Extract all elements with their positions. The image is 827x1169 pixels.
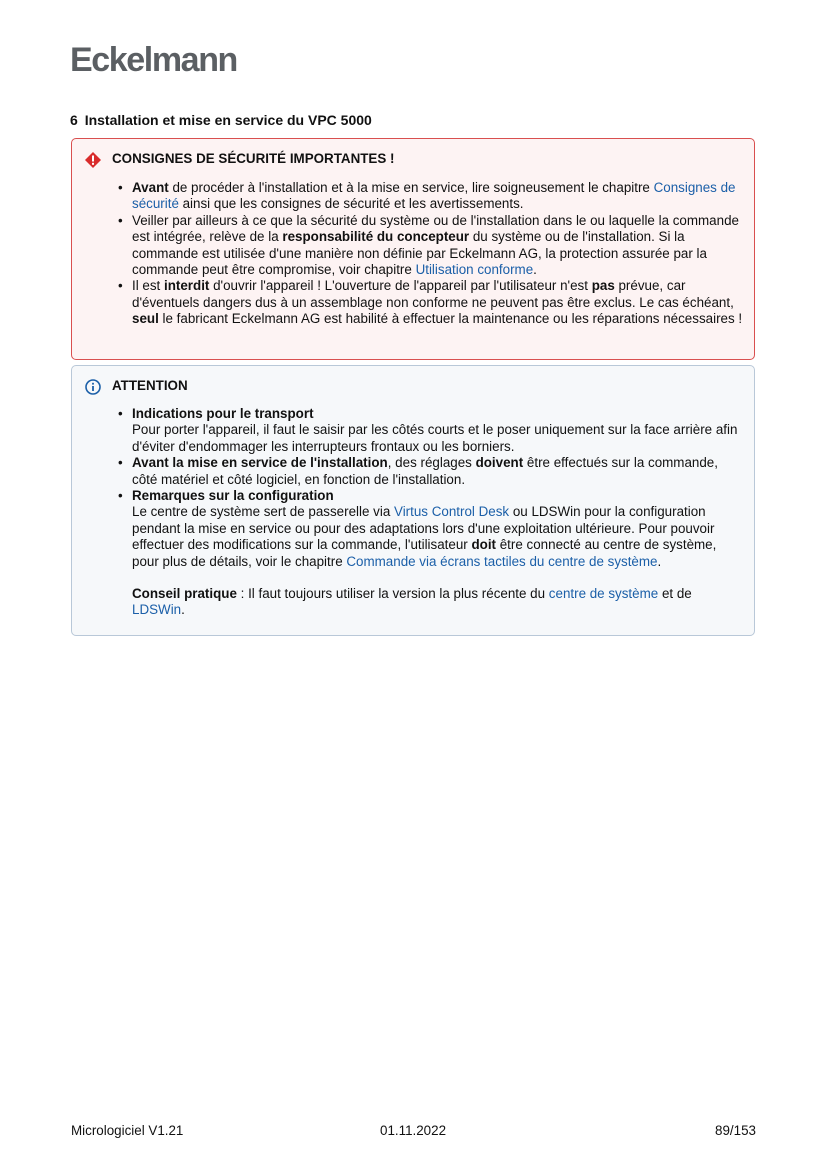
section-title: Installation et mise en service du VPC 5000 <box>84 112 372 128</box>
link-consignes-securite[interactable]: Consignes de sécurité <box>132 180 736 212</box>
link-virtus-control-desk[interactable]: Virtus Control Desk <box>394 504 510 520</box>
warning-diamond-icon <box>84 151 102 169</box>
eckelmann-logo: Eckelmann <box>70 41 237 79</box>
list-item: • Avant de procéder à l'installation et à la mise en service, lire soigneusement le chapitre Consignes de sécurité ainsi que les consignes de sécurité et les avertissements. <box>116 180 746 213</box>
practical-tip: Conseil pratique : Il faut toujours utiliser la version la plus récente du centre de système et de LDSWin. <box>132 586 692 618</box>
attention-title: ATTENTION <box>112 378 188 393</box>
list-item: • Avant la mise en service de l'installation, des réglages doivent être effectués sur la commande, côté matériel et côté logiciel, en fonction de l'installation. <box>116 455 746 488</box>
info-circle-icon <box>84 378 102 396</box>
list-item: • Il est interdit d'ouvrir l'appareil ! L'ouverture de l'appareil par l'utilisateur n'est pas prévue, car d'éventuels dangers dus à un assemblage non conforme ne peuvent pas être exclus. Le cas échéant, seul le fabricant Eckelmann AG est habilité à effectuer la maintenance ou les réparations nécessaires ! <box>116 278 746 327</box>
footer-date: 01.11.2022 <box>380 1123 447 1138</box>
attention-box <box>71 365 755 636</box>
safety-warning-title: CONSIGNES DE SÉCURITÉ IMPORTANTES ! <box>112 151 395 166</box>
section-number: 6 <box>70 112 78 128</box>
link-commande-ecrans-tactiles[interactable]: Commande via écrans tactiles du centre de système <box>346 553 658 569</box>
list-item: • Remarques sur la configuration Le centre de système sert de passerelle via Virtus Control Desk ou LDSWin pour la configuration pendant la mise en service ou pour des adaptations lors d'une exploitation ultérieure. Pour pouvoir effectuer des modifications sur la commande, l'utilisateur doit être connecté au centre de système, pour plus de détails, voir le chapitre Commande via écrans tactiles du centre de système. Conseil pratique : Il faut toujours utiliser la version la plus récente du centre de système et de LDSWin. <box>116 488 746 619</box>
link-centre-de-systeme[interactable]: centre de système <box>548 586 659 602</box>
list-item: • Indications pour le transport Pour porter l'appareil, il faut le saisir par les côtés courts et le poser uniquement sur la face arrière afin d'éviter d'endommager les interrupteurs frontaux ou les borniers. <box>116 406 746 455</box>
safety-warning-box <box>71 138 755 360</box>
link-ldswin[interactable]: LDSWin <box>132 602 182 618</box>
footer-page-number: 89/153 <box>715 1123 756 1138</box>
attention-list <box>116 406 746 619</box>
section-heading <box>70 111 372 129</box>
footer-version: Micrologiciel V1.21 <box>71 1123 184 1138</box>
safety-warning-list <box>116 180 746 328</box>
link-utilisation-conforme[interactable]: Utilisation conforme <box>415 262 534 278</box>
list-item: • Veiller par ailleurs à ce que la sécurité du système ou de l'installation dans le ou laquelle la commande est intégrée, relève de la responsabilité du concepteur du système ou de l'installation. Si la commande est utilisée d'une manière non définie par Eckelmann AG, la protection assurée par la commande peut être compromise, voir chapitre Utilisation conforme. <box>116 213 746 279</box>
